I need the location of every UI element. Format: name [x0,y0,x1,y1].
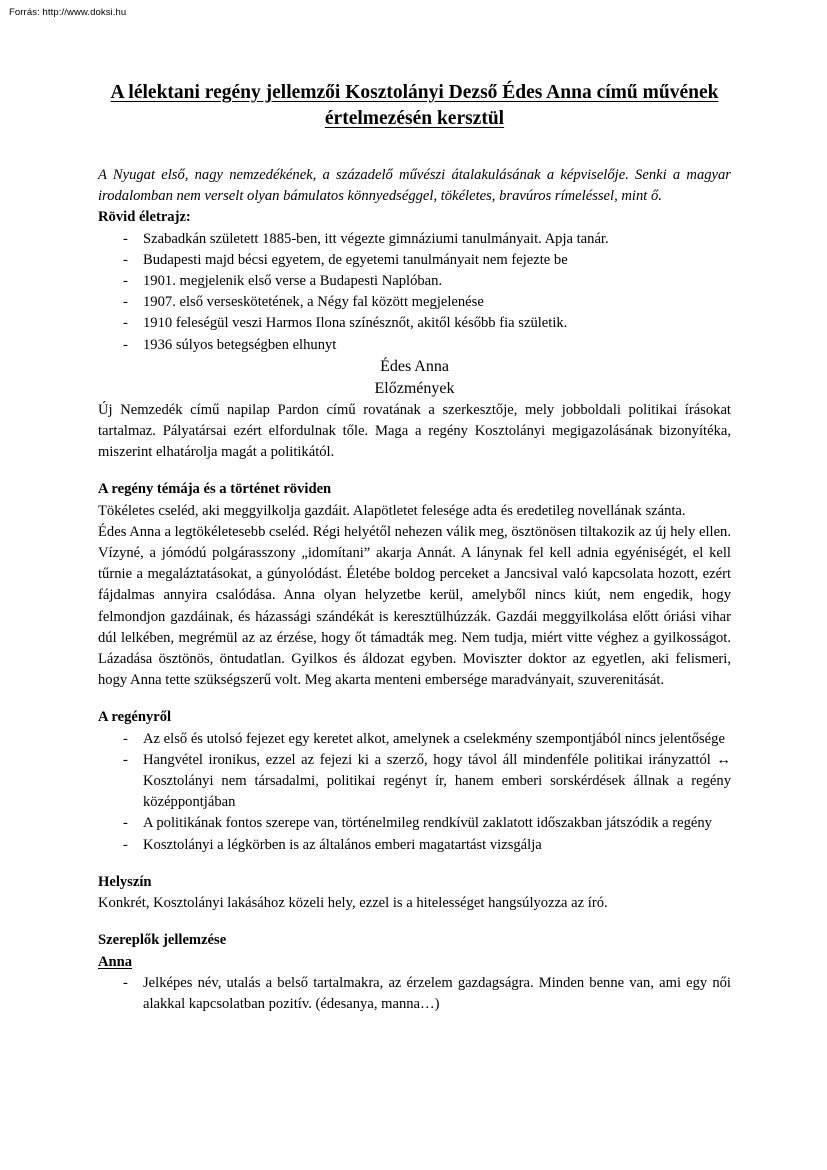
section-heading-about-novel: A regényről [98,709,172,726]
theme-paragraph-2: Édes Anna a legtökéletesebb cseléd. Régi helyétől nehezen válik meg, ösztönösen tiltakozik az új hely ellen. Vízyné, a jómódú polgárasszony „idomítani” akarja Annát. A lánynak fel kell adnia egyéniségét, el kell tűrnie a megaláztatásokat, a gúnyolódást. Életébe boldog perceket a Jancsival való kapcsolata hozott, ezért fájdalmas annyira csalódása. Anna olyan helyzetbe kerül, amelyből nincs kiút, nem engedik, hogy felmondjon gazdáinak, és házassági szándékát is keresztülhúzzák. Gazdái meggyilkolása előtt óriási vihar dúl lelkében, megrémül az az érzése, hogy őt támadták meg. Nem tudja, miért vitte véghez a gyilkosságot. Lázadása ösztönös, öntudatlan. Gyilkos és áldozat egyben. Moviszter doktor az egyetlen, aki felismeri, hogy Anna tette szükségszerű volt. Meg akarta menteni embersége maradványait, szuverenitását. [98,523,731,689]
source-url-header: Forrás: http://www.doksi.hu [9,7,127,18]
work-title-heading: Édes Anna [380,357,449,375]
about-novel-spacer [98,856,731,872]
section-heading-theme: A regény témája és a történet röviden [98,481,332,498]
list-item: - Kosztolányi a légkörben is az általános emberi magatartást vizsgálja [98,835,731,856]
section-heading-setting: Helyszín [98,873,152,890]
list-item: - 1910 feleségül veszi Harmos Ilona színésznőt, akitől később fia születik. [98,313,731,334]
list-item: - Jelképes név, utalás a belső tartalmakra, az érzelem gazdagságra. Minden benne van, ami egy női alakkal kapcsolatban pozitív. (édesanya, manna…) [98,973,731,1015]
background-spacer [98,463,731,479]
anna-traits-list [98,973,731,1015]
biography-list [98,229,731,356]
document-page [98,0,731,1015]
section-heading-biography: Rövid életrajz: [98,209,191,226]
list-item: - Az első és utolsó fejezet egy keretet alkot, amelynek a cselekmény szempontjából nincs jelentősége [98,729,731,750]
list-item: - Hangvétel ironikus, ezzel az fejezi ki a szerző, hogy távol áll mindenféle politikai irányzattól ↔ Kosztolányi nem társadalmi, politikai regényt ír, hanem emberi sorskérdések állnak a regény középpontjában [98,750,731,814]
list-item: - A politikának fontos szerepe van, történelmileg rendkívül zaklatott időszakban játszódik a regény [98,813,731,834]
setting-spacer [98,914,731,930]
list-item: - 1936 súlyos betegségben elhunyt [98,335,731,356]
character-heading-anna-wrapper [98,952,731,973]
about-novel-list [98,729,731,856]
intro-paragraph: A Nyugat első, nagy nemzedékének, a századelő művészi átalakulásának a képviselője. Senki a magyar irodalomban nem verselt olyan bámulatos könnyedséggel, tökéletes, bravúros rímeléssel, mint ő. [98,167,731,205]
list-item: - 1907. első verseskötetének, a Négy fal között megjelenése [98,292,731,313]
theme-spacer [98,691,731,707]
theme-paragraph-1: Tökéletes cseléd, aki meggyilkolja gazdáit. Alapötletet felesége adta és eredetileg novellának szánta. [98,502,686,519]
list-item: - Budapesti majd bécsi egyetem, de egyetemi tanulmányait nem fejezte be [98,250,731,271]
list-item: - 1901. megjelenik első verse a Budapesti Naplóban. [98,271,731,292]
character-heading-anna: Anna [98,953,133,970]
section-heading-background: Előzmények [374,379,455,397]
section-heading-characters: Szereplők jellemzése [98,932,227,949]
setting-paragraph: Konkrét, Kosztolányi lakásához közeli hely, ezzel is a hitelességet hangsúlyozza az író. [98,895,608,912]
background-paragraph: Új Nemzedék című napilap Pardon című rovatának a szerkesztője, mely jobboldali politikai írásokat tartalmaz. Pályatársai ezért elfordulnak tőle. Maga a regény Kosztolányi megigazolásának bizonyítéka, miszerint elhatárolja magát a politikától. [98,401,731,461]
title-spacer [98,132,731,165]
list-item: - Szabadkán született 1885-ben, itt végezte gimnáziumi tanulmányait. Apja tanár. [98,229,731,250]
page-title: A lélektani regény jellemzői Kosztolányi Dezső Édes Anna című művének értelmezésén kersztül [110,82,719,129]
